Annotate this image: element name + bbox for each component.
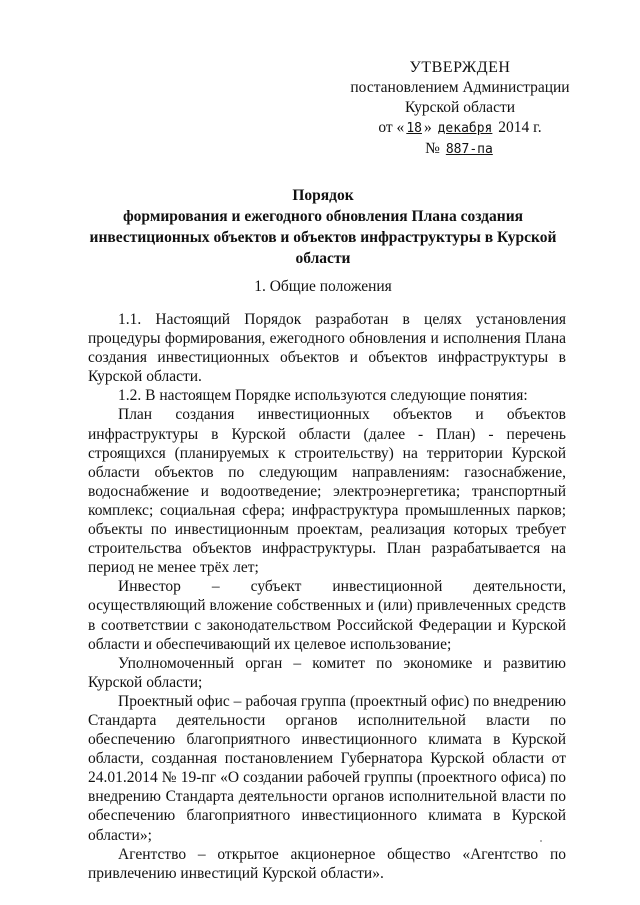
number-value: 887-па [445,142,493,157]
paragraph: 1.1. Настоящий Порядок разработан в целях установления процедуры формирования, ежегодного обновления и исполнения Плана создания инвестиционных объектов и объектов инфраструктуры в Курской области. [88,311,566,386]
scan-speck [540,840,542,842]
date-month: декабря [437,121,493,136]
paragraph: Инвестор – субъект инвестиционной деятельности, осуществляющий вложение собственных и (или) привлеченных средств в соответствии с законодательством Российской Федерации и Курской области и обеспечивающий их целевое использование; [88,578,566,653]
section-heading: 1. Общие положения [254,278,392,295]
title-line: Порядок [292,187,354,204]
date-mid: » [423,119,432,136]
approval-date [345,118,575,139]
date-day: 18 [406,121,422,136]
paragraph: 1.2. В настоящем Порядке используются следующие понятия: [118,387,528,405]
title-line: инвестиционных объектов и объектов инфраструктуры в Курской [89,229,557,246]
approval-stamp [345,58,575,160]
paragraph: План создания инвестиционных объектов и объектов инфраструктуры в Курской области (далее - План) - перечень строящихся (планируемых к строительству) на территории Курской области объектов по следующим направлениям: газоснабжение, водоснабжение и водоотведение; электроэнергетика; транспортный комплекс; социальная сфера; инфраструктура промышленных парков; объекты по инвестиционным проектам, реализация которых требует строительства объектов инфраструктуры. План разрабатывается на период не менее трёх лет; [88,406,566,577]
approval-line-1: постановлением Администрации [350,79,570,96]
title-line: области [295,250,351,267]
paragraph: Агентство – открытое акционерное общество «Агентство по привлечению инвестиций Курской области». [88,845,566,882]
date-year: 2014 г. [498,119,542,136]
approval-title: УТВЕРЖДЕН [409,59,511,76]
title-line: формирования и ежегодного обновления Плана создания [122,208,524,225]
paragraph: Уполномоченный орган – комитет по экономике и развитию Курской области; [88,654,566,691]
document-title [88,185,558,269]
date-prefix: от « [378,119,405,136]
paragraph: Проектный офис – рабочая группа (проектный офис) по внедрению Стандарта деятельности органов исполнительной власти по обеспечению благоприятного инвестиционного климата в Курской области, созданная постановлением Губернатора Курской области от 24.01.2014 № 19-пг «О создании рабочей группы (проектного офиса) по внедрению Стандарта деятельности органов исполнительной власти по обеспечению благоприятного инвестиционного климата в Курской области»; [88,692,566,844]
approval-number [345,139,575,160]
document-body [88,300,566,883]
number-prefix: № [425,140,440,157]
approval-line-2: Курской области [404,99,516,116]
